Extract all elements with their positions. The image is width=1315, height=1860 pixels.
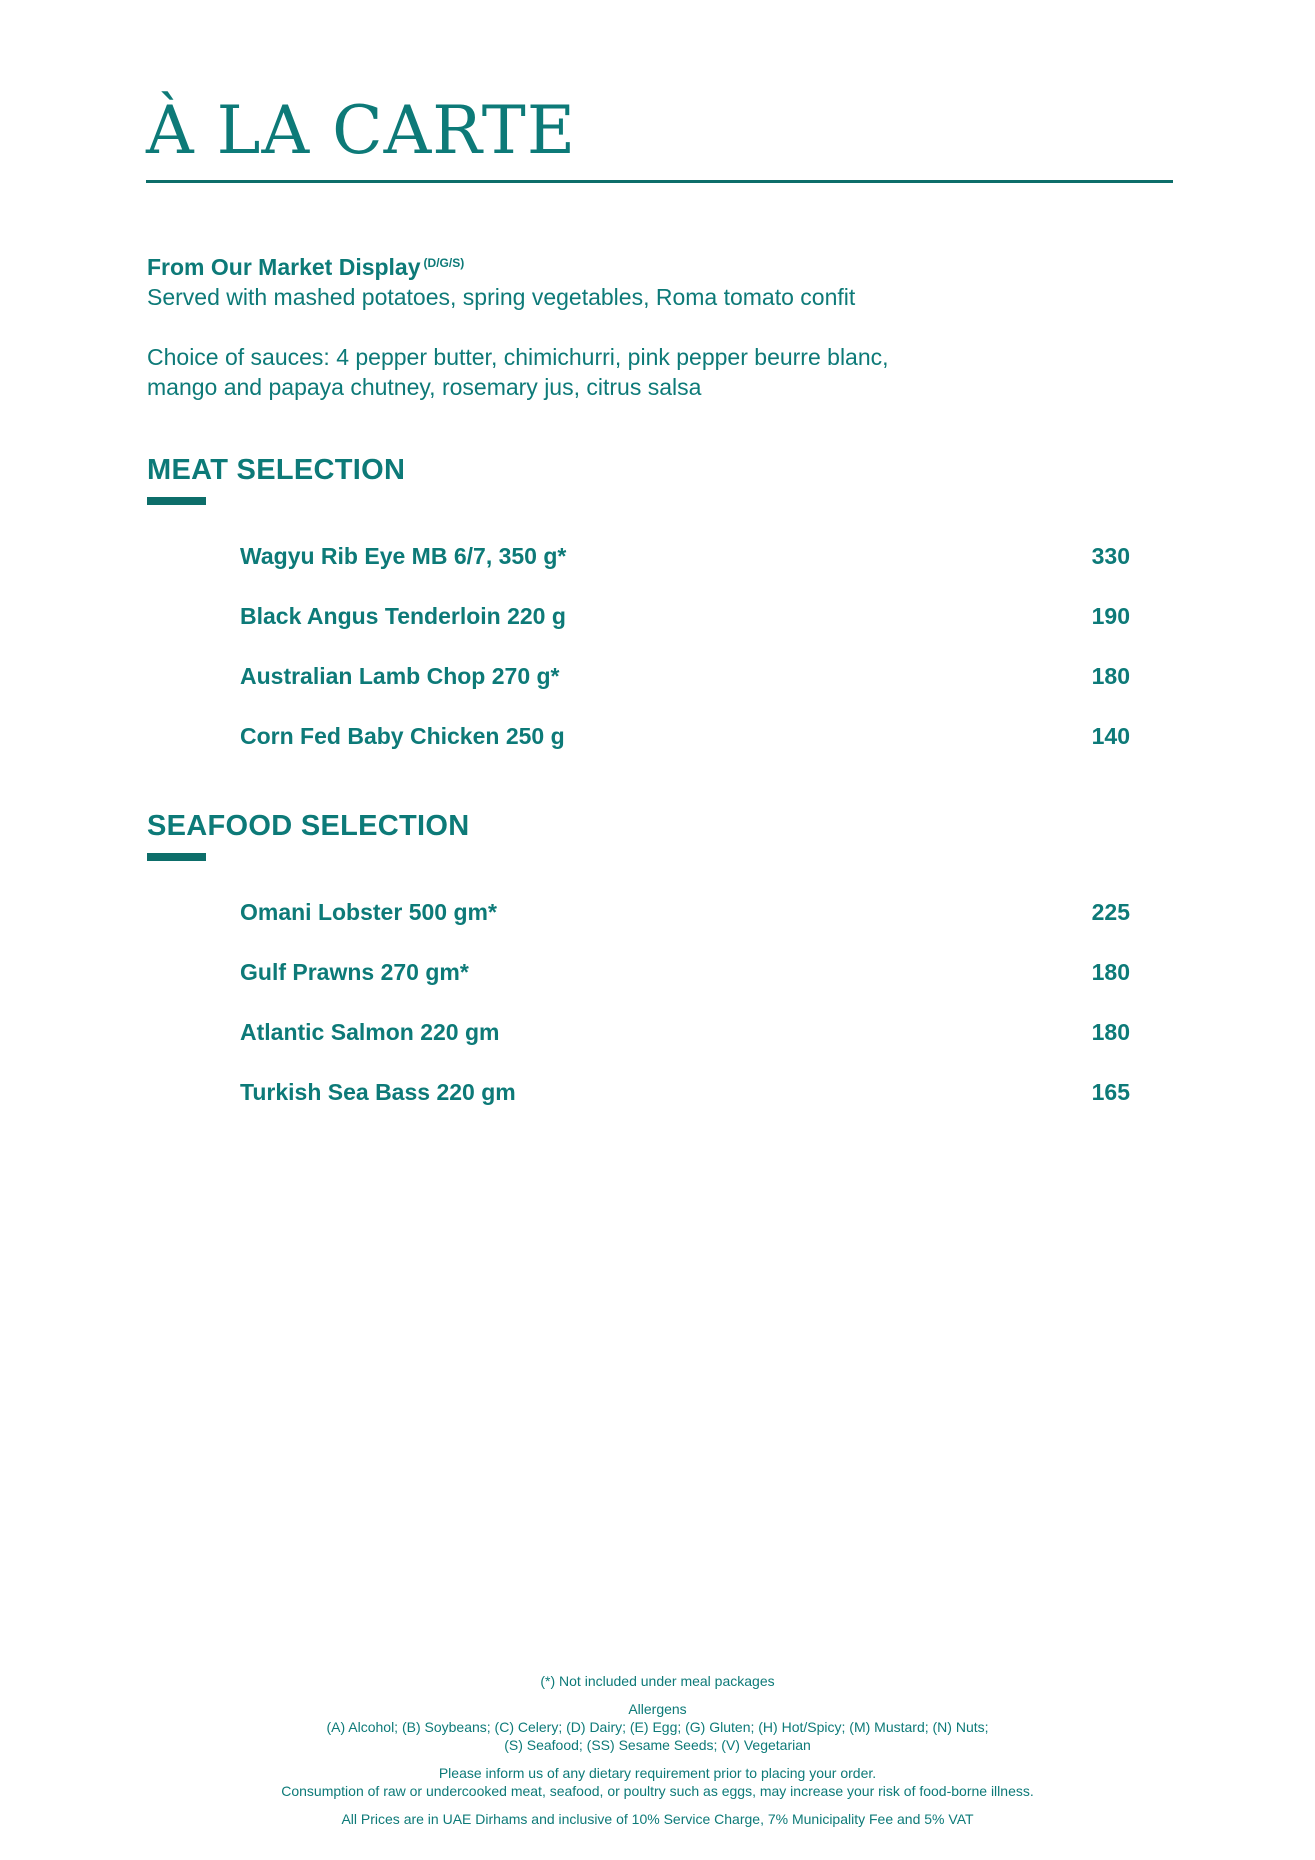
menu-item [240,1017,1130,1047]
market-display-heading-text: From Our Market Display [147,254,421,280]
allergens-title: Allergens [628,1701,687,1717]
footer-notes [0,1672,1315,1828]
section-underline-seafood [147,853,206,861]
pricing-note: All Prices are in UAE Dirhams and inclusive of 10% Service Charge, 7% Municipality Fee and 5% VAT [341,1811,974,1827]
menu-item [240,541,1130,571]
market-display-heading [147,248,1147,282]
menu-item-name: Wagyu Rib Eye MB 6/7, 350 g* [240,542,567,569]
menu-item-price: 330 [1091,542,1130,569]
consumption-warning: Consumption of raw or undercooked meat, seafood, or poultry such as eggs, may increase your risk of food-borne illness. [281,1783,1034,1799]
menu-item-price: 225 [1091,898,1130,925]
menu-item-name: Atlantic Salmon 220 gm [240,1018,500,1045]
market-display-intro [147,248,1147,402]
sauces-line-1: Choice of sauces: 4 pepper butter, chimichurri, pink pepper beurre blanc, [147,344,889,370]
menu-item-price: 165 [1091,1078,1130,1105]
menu-item-name: Australian Lamb Chop 270 g* [240,662,560,689]
allergens-line-2: (S) Seafood; (SS) Sesame Seeds; (V) Vegetarian [504,1737,811,1753]
menu-item-name: Corn Fed Baby Chicken 250 g [240,722,565,749]
served-with-text: Served with mashed potatoes, spring vegetables, Roma tomato confit [147,284,856,310]
menu-item-name: Black Angus Tenderloin 220 g [240,602,566,629]
page-title: À LA CARTE [146,92,577,169]
menu-item-price: 180 [1091,662,1130,689]
menu-item-name: Turkish Sea Bass 220 gm [240,1078,516,1105]
dietary-note: Please inform us of any dietary requirement prior to placing your order. [438,1765,877,1781]
title-divider [146,180,1173,183]
menu-item-price: 190 [1091,602,1130,629]
section-title-meat: MEAT SELECTION [147,454,406,486]
menu-item-price: 140 [1091,722,1130,749]
menu-item [240,1077,1130,1107]
asterisk-note: (*) Not included under meal packages [540,1673,775,1689]
market-display-allergens: (D/G/S) [423,256,465,270]
menu-item [240,601,1130,631]
section-title-seafood: SEAFOOD SELECTION [147,810,470,842]
sauces-line-2: mango and papaya chutney, rosemary jus, citrus salsa [147,374,702,400]
allergens-line-1: (A) Alcohol; (B) Soybeans; (C) Celery; (D) Dairy; (E) Egg; (G) Gluten; (H) Hot/Spicy; (M) Mustard; (N) Nuts; [326,1719,989,1735]
menu-item-name: Gulf Prawns 270 gm* [240,958,469,985]
menu-item [240,661,1130,691]
menu-item-price: 180 [1091,958,1130,985]
menu-item-name: Omani Lobster 500 gm* [240,898,497,925]
menu-item [240,957,1130,987]
menu-item-price: 180 [1091,1018,1130,1045]
menu-item [240,721,1130,751]
menu-item [240,897,1130,927]
section-underline-meat [147,497,206,505]
